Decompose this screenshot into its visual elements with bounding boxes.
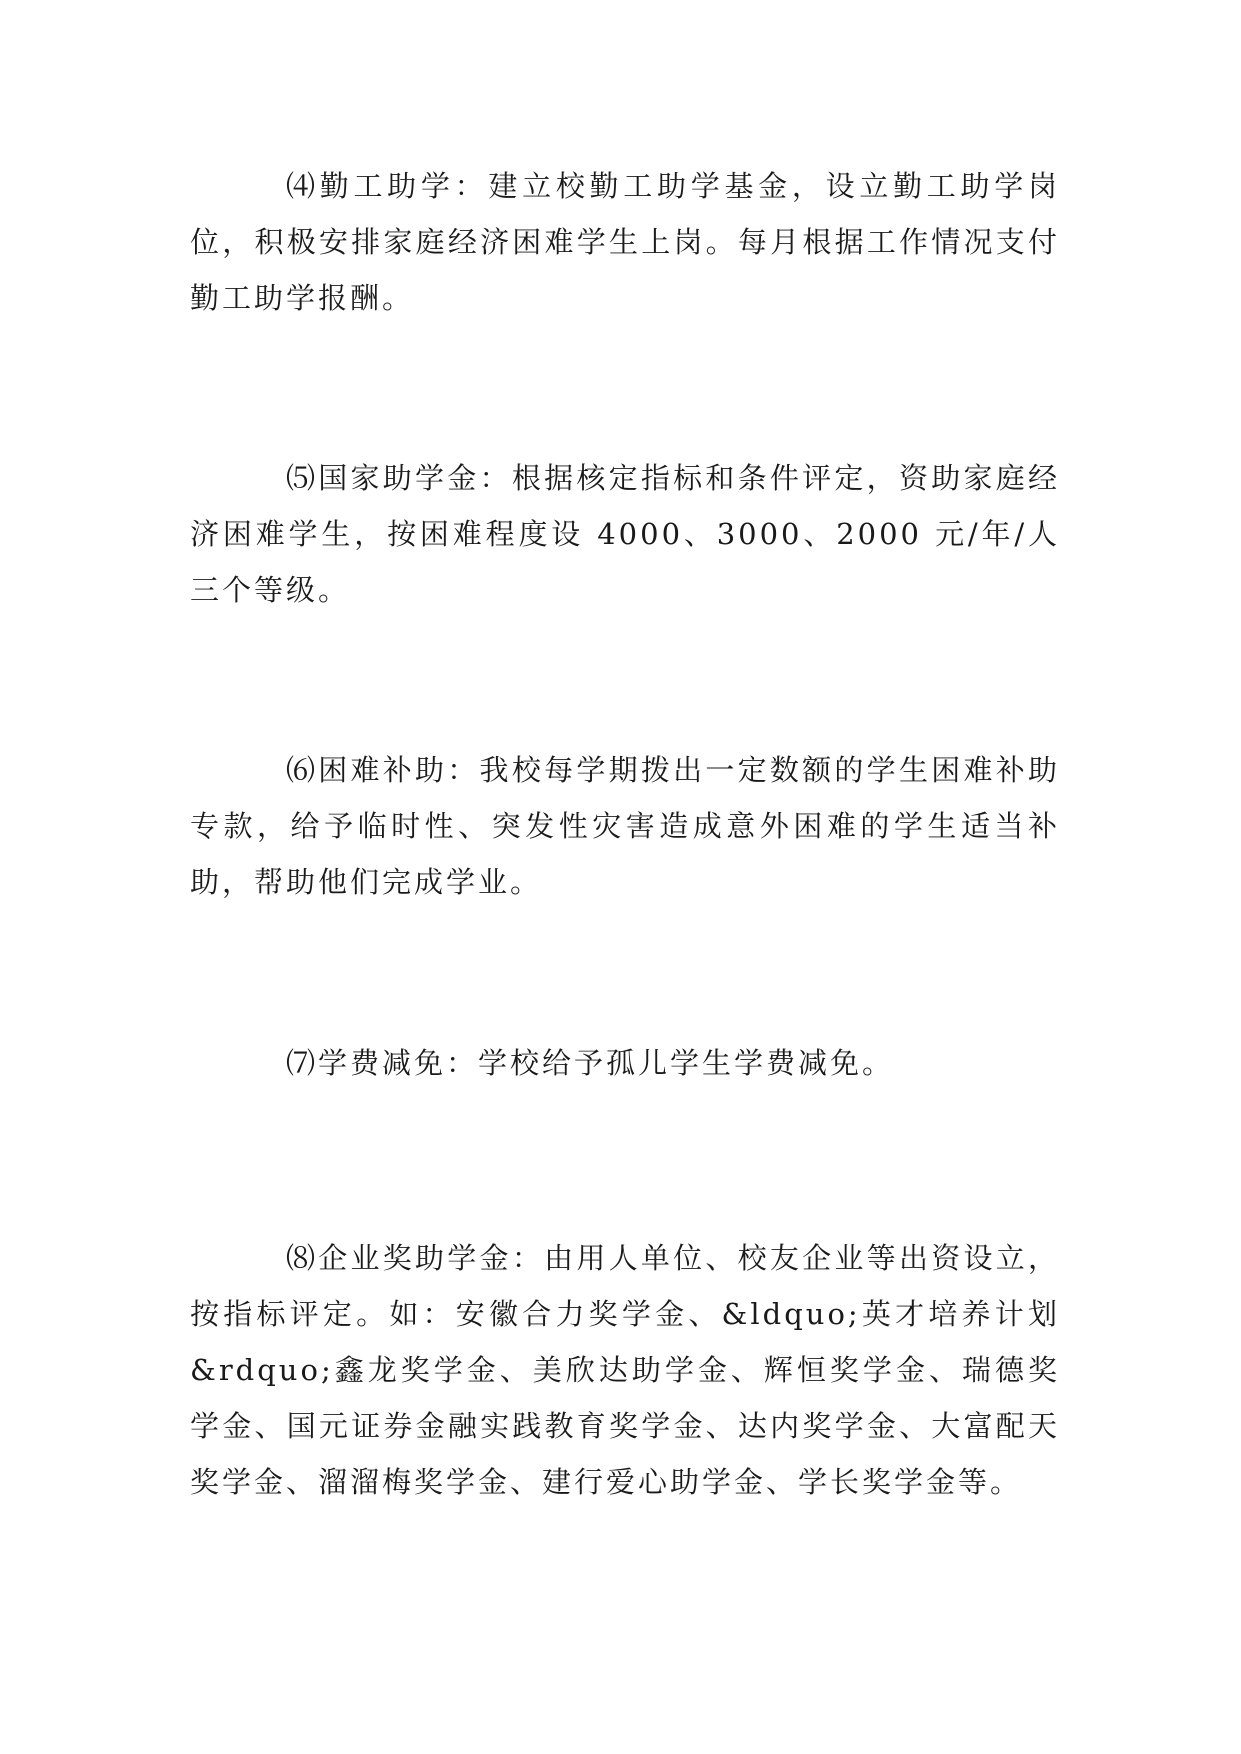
- paragraph-corporate-scholarships: ⑻企业奖助学金：由用人单位、校友企业等出资设立，按指标评定。如：安徽合力奖学金、&ldquo;英才培养计划&rdquo;鑫龙奖学金、美欣达助学金、辉恒奖学金、瑞德奖学金、国元证券金融实践教育奖学金、达内奖学金、大富配天奖学金、溜溜梅奖学金、建行爱心助学金、学长奖学金等。: [190, 1241, 1060, 1499]
- paragraph-work-study: ⑷勤工助学：建立校勤工助学基金，设立勤工助学岗位，积极安排家庭经济困难学生上岗。每月根据工作情况支付勤工助学报酬。: [190, 169, 1060, 315]
- paragraph-hardship-subsidy: ⑹困难补助：我校每学期拨出一定数额的学生困难补助专款，给予临时性、突发性灾害造成意外困难的学生适当补助，帮助他们完成学业。: [190, 753, 1060, 899]
- paragraph-tuition-waiver: ⑺学费减免：学校给予孤儿学生学费减免。: [286, 1046, 895, 1080]
- paragraph-national-grant: ⑸国家助学金：根据核定指标和条件评定，资助家庭经济困难学生，按困难程度设 4000、3000、2000 元/年/人三个等级。: [190, 461, 1060, 607]
